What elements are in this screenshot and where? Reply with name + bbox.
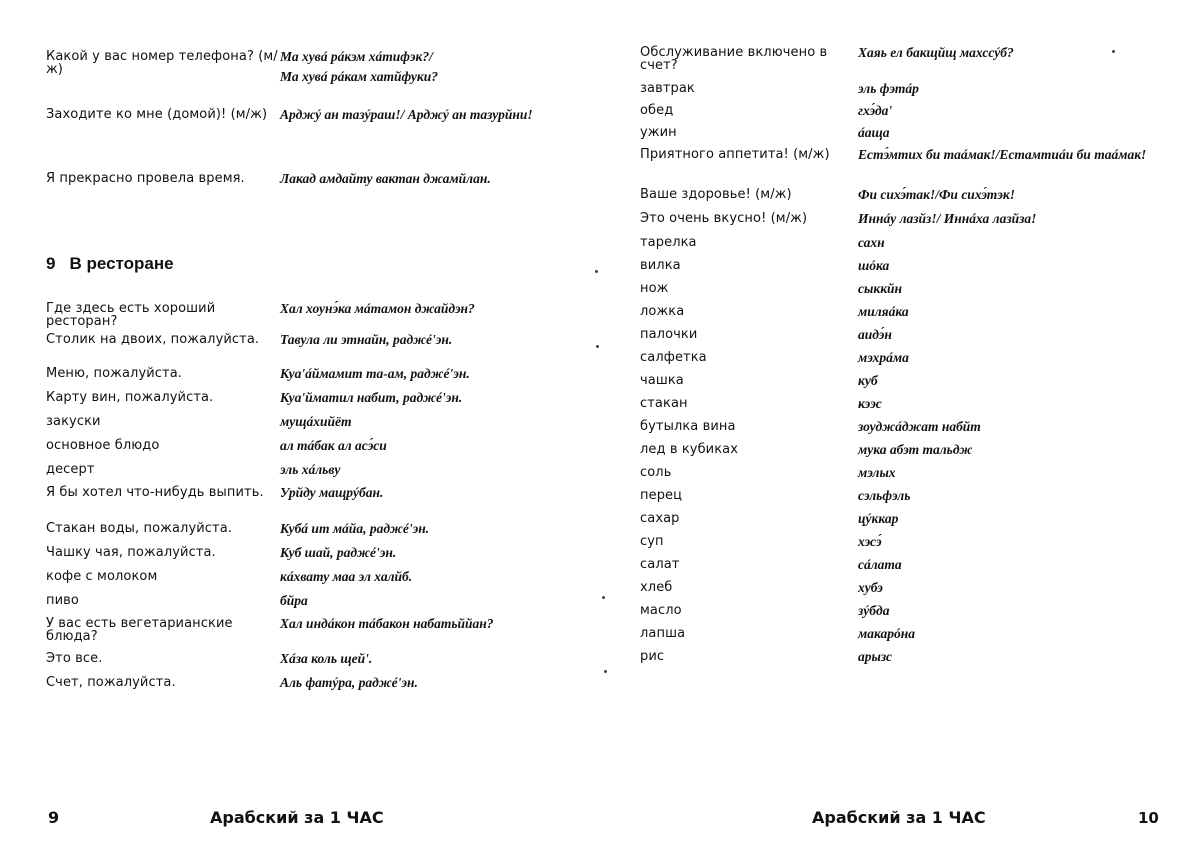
transliteration: эль фэтáр [858,81,919,96]
phrase-row [46,522,566,546]
phrase-row [46,333,566,367]
phrase-row [640,512,1170,535]
scan-speck [596,345,599,348]
russian-phrase: У вас есть вегетарианские блюда? [46,616,233,644]
russian-phrase: кофе с молоком [46,569,158,584]
russian-phrase: Меню, пожалуйста. [46,366,183,381]
phrase-row [640,627,1170,650]
phrase-row [46,570,566,594]
russian-phrase: салат [640,557,680,572]
russian-phrase: масло [640,603,682,618]
russian-phrase: ужин [640,125,677,140]
book-title-footer: Арабский за 1 ЧАС [812,808,986,827]
transliteration: Хаяь ел бакщйщ махссýб? [858,45,1014,60]
phrase-row [640,305,1170,328]
book-title-footer: Арабский за 1 ЧАС [210,808,384,827]
transliteration-masc: Ма хувá рáкэм хáтифэк?/ [280,49,433,64]
page-number: 10 [1138,809,1159,827]
transliteration: аидэ́н [858,327,892,342]
phrase-row [46,594,566,617]
russian-phrase: обед [640,103,674,118]
left-phrase-table [46,50,566,700]
transliteration: Урйду мащрýбан. [280,485,384,500]
phrase-row [46,172,566,254]
transliteration: Куа'áймамит та-ам, раджé'эн. [280,366,470,381]
transliteration: хэсэ́ [858,534,882,549]
russian-phrase: закуски [46,414,101,429]
russian-phrase: Столик на двоих, пожалуйста. [46,332,260,347]
transliteration: цýккар [858,511,899,526]
russian-phrase: чашка [640,373,684,388]
russian-phrase: пиво [46,593,79,608]
phrase-row [640,650,1170,673]
russian-phrase: Чашку чая, пожалуйста. [46,545,216,560]
phrase-row [640,397,1170,420]
transliteration: кáхвату маа эл халйб. [280,569,413,584]
transliteration [280,50,566,84]
phrase-row [640,82,1170,104]
phrase-row [640,104,1170,126]
transliteration: Тавула ли этнайн, раджé'эн. [280,332,453,347]
phrase-row [46,486,566,522]
transliteration: гхэ́да' [858,103,893,118]
transliteration: Кубá ит мáйа, раджé'эн. [280,521,430,536]
transliteration: сáлата [858,557,902,572]
phrase-row [640,351,1170,374]
russian-phrase: тарелка [640,235,697,250]
phrase-row [640,443,1170,466]
phrase-row [640,126,1170,148]
russian-phrase: Карту вин, пожалуйста. [46,390,214,405]
phrase-row [640,282,1170,305]
russian-phrase: вилка [640,258,681,273]
phrase-row [640,581,1170,604]
russian-phrase: Заходите ко мне (домой)! (м/ж) [46,107,268,122]
russian-phrase: Я прекрасно провела время. [46,171,245,186]
phrase-row [46,617,566,652]
phrase-row [640,259,1170,282]
transliteration: арызс [858,649,892,664]
russian-phrase: суп [640,534,664,549]
russian-phrase: рис [640,649,665,664]
russian-phrase: Это все. [46,651,103,666]
phrase-row [640,236,1170,259]
phrase-row [640,535,1170,558]
russian-phrase: основное блюдо [46,438,160,453]
transliteration: Естэ́мтих би таáмак!/Естамтиáи би таáмак! [858,147,1147,162]
transliteration: Иннáу лазйз!/ Иннáха лазйза! [858,211,1037,226]
transliteration: мущáхийёт [280,414,352,429]
russian-phrase: Это очень вкусно! (м/ж) [640,211,808,226]
phrase-row [46,463,566,486]
transliteration: сахн [858,235,885,250]
transliteration: бйра [280,593,308,608]
transliteration-fem: Ма хувá рáкам хатйфуки? [280,69,438,84]
transliteration: áаща [858,125,890,140]
phrase-row [640,328,1170,351]
phrase-row [46,439,566,463]
transliteration: эль хáльву [280,462,341,477]
russian-phrase: Приятного аппетита! (м/ж) [640,147,830,162]
phrase-row [640,558,1170,581]
phrase-row [46,676,566,700]
russian-phrase: соль [640,465,672,480]
scan-speck [604,670,607,673]
section-heading [46,254,566,302]
transliteration: Куа'йматил набит, раджé'эн. [280,390,463,405]
transliteration: Куб шай, раджé'эн. [280,545,397,560]
scan-speck [595,270,598,273]
phrase-row [46,50,566,108]
transliteration: зоуджáджат набйт [858,419,981,434]
transliteration: сэльфэль [858,488,911,503]
phrase-row [640,212,1170,236]
right-page [600,0,1200,865]
transliteration: куб [858,373,878,388]
phrase-row [640,46,1170,82]
russian-phrase: Обслуживание включено в счет? [640,45,828,73]
russian-phrase: салфетка [640,350,707,365]
transliteration: миляáка [858,304,909,319]
transliteration: Хáза коль щей'. [280,651,373,666]
russian-phrase: Стакан воды, пожалуйста. [46,521,232,536]
transliteration: Хал хоунэ́ка мáтамон джайдэн? [280,301,475,316]
russian-phrase: Счет, пожалуйста. [46,675,176,690]
transliteration: мука абэт тальдж [858,442,973,457]
russian-phrase: лед в кубиках [640,442,739,457]
phrase-row [46,415,566,439]
russian-phrase: десерт [46,462,95,477]
russian-phrase: Ваше здоровье! (м/ж) [640,187,792,202]
phrase-row [46,302,566,333]
transliteration: Арджý ан тазýраш!/ Арджý ан тазурйни! [280,107,533,122]
phrase-row [46,652,566,676]
russian-phrase: стакан [640,396,688,411]
russian-phrase: сахар [640,511,680,526]
phrase-row [46,108,566,172]
scan-speck [602,596,605,599]
phrase-row [640,188,1170,212]
russian-phrase: завтрак [640,81,695,96]
phrase-row [640,148,1170,188]
transliteration: макарóна [858,626,915,641]
russian-phrase: перец [640,488,683,503]
transliteration: Лакад амдайту вактан джамйлан. [280,171,491,186]
transliteration: кээс [858,396,882,411]
transliteration: Хал индáкон тáбакон набатьййан? [280,616,494,631]
russian-phrase: хлеб [640,580,673,595]
russian-phrase: лапша [640,626,686,641]
phrase-row [640,420,1170,443]
section-number: 9 [46,254,56,273]
phrase-row [640,374,1170,397]
scan-speck [1112,50,1115,53]
phrase-row [46,367,566,391]
phrase-row [640,466,1170,489]
section-title: В ресторане [69,254,174,273]
russian-phrase: Какой у вас номер телефона? (м/ж) [46,49,278,77]
russian-phrase: нож [640,281,669,296]
transliteration: мэхрáма [858,350,909,365]
right-phrase-table [640,46,1170,673]
transliteration: ал тáбак ал асэ́си [280,438,387,453]
transliteration: сыккйн [858,281,903,296]
transliteration: зýбда [858,603,890,618]
transliteration: Аль фатýра, раджé'эн. [280,675,418,690]
russian-phrase: бутылка вина [640,419,736,434]
russian-phrase: ложка [640,304,685,319]
phrase-row [640,604,1170,627]
russian-phrase: Я бы хотел что-нибудь выпить. [46,485,264,500]
transliteration: шóка [858,258,890,273]
transliteration: Фи сихэ́так!/Фи сихэ́тэк! [858,187,1016,202]
phrase-row [46,546,566,570]
transliteration: мэлых [858,465,896,480]
russian-phrase: палочки [640,327,698,342]
phrase-row [46,391,566,415]
transliteration: хубэ [858,580,883,595]
phrase-row [640,489,1170,512]
page-number: 9 [48,808,60,827]
russian-phrase: Где здесь есть хороший ресторан? [46,301,216,329]
